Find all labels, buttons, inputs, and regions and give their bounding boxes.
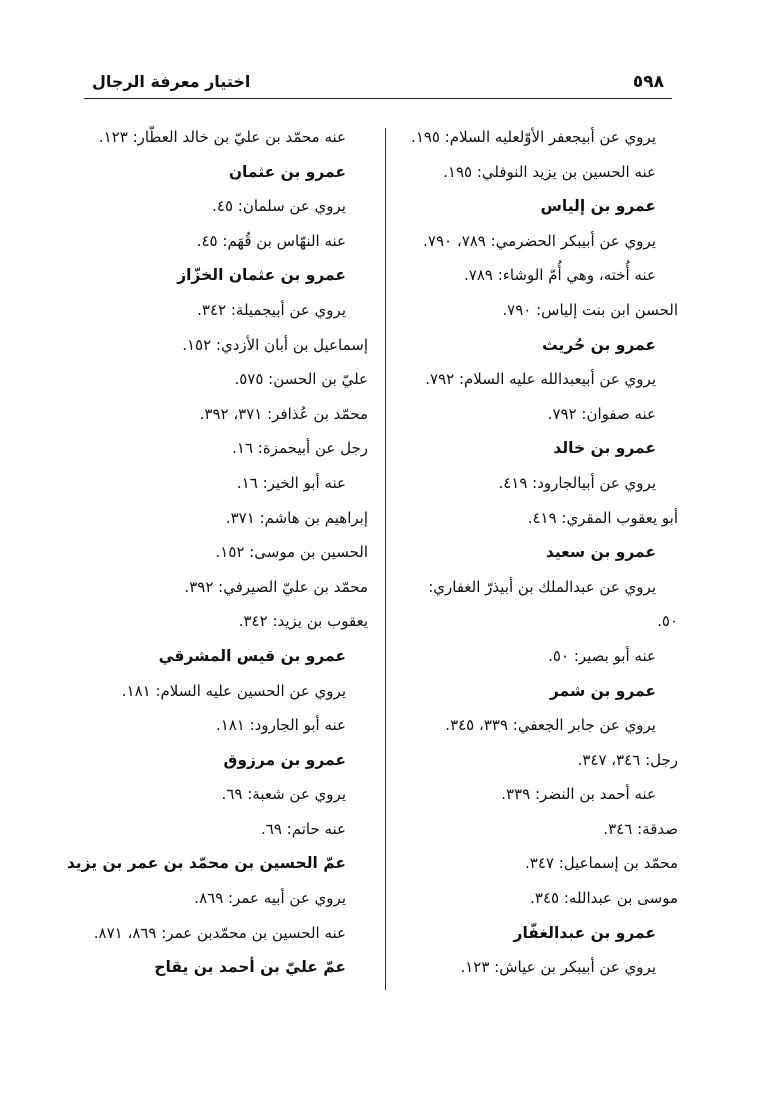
entry-line: رجل: ٣٤٦، ٣٤٧. — [577, 750, 678, 769]
entry-line: محمّد بن إسماعيل: ٣٤٧. — [525, 854, 678, 873]
entry-line: عنه محمّد بن عليّ بن خالد العطّار: ١٢٣. — [98, 128, 346, 146]
right-column — [398, 120, 678, 985]
page-number: ٥٩٨ — [632, 72, 664, 92]
entry-line: محمّد بن عُذافر: ٣٧١، ٣٩٢. — [199, 404, 368, 423]
entry-line: عنه أبو الخير: ١٦. — [236, 473, 346, 492]
entry-heading: عمرو بن حُريث — [542, 335, 656, 354]
entry-line: يروي عن أبيجعفر الأوّلعليه السلام: ١٩٥. — [411, 128, 656, 146]
entry-line: صدقة: ٣٤٦. — [603, 819, 678, 838]
entry-heading: عمرو بن سعيد — [545, 543, 656, 562]
entry-line: ٥٠. — [657, 612, 678, 631]
entry-line: يروي عن سلمان: ٤٥. — [212, 197, 346, 216]
entry-line: محمّد بن عليّ الصيرفي: ٣٩٢. — [184, 577, 368, 596]
entry-line: يروي عن أبيعبدالله عليه السلام: ٧٩٢. — [425, 370, 656, 389]
entry-line: عنه صفوان: ٧٩٢. — [547, 404, 656, 423]
left-column — [66, 120, 368, 985]
entry-line: يعقوب بن يزيد: ٣٤٢. — [238, 612, 368, 631]
entry-line: عنه أبو الجارود: ١٨١. — [215, 716, 346, 735]
running-title: اختيار معرفة الرجال — [92, 72, 251, 91]
column-divider — [385, 128, 386, 990]
entry-line: يروي عن أبيجميلة: ٣٤٢. — [197, 300, 346, 319]
entry-heading: عمرو بن قيس المشرقي — [158, 646, 346, 665]
entry-line: عنه الحسين بن محمّدبن عمر: ٨٦٩، ٨٧١. — [93, 923, 346, 942]
entry-line: يروي عن الحسين عليه السلام: ١٨١. — [121, 681, 346, 700]
entry-heading: عمرو بن مرزوق — [223, 750, 346, 769]
entry-heading: عمّ الحسين بن محمّد بن عمر بن يزيد — [66, 854, 346, 873]
entry-line: أبو يعقوب المقري: ٤١٩. — [527, 508, 678, 527]
entry-heading: عمرو بن إلياس — [540, 197, 656, 216]
entry-line: إسماعيل بن أبان الأزدي: ١٥٢. — [182, 335, 368, 354]
entry-heading: عمرو بن عثمان — [228, 162, 346, 181]
entry-heading: عمرو بن عثمان الخزّاز — [177, 266, 346, 285]
entry-line: عنه حاتم: ٦٩. — [260, 819, 346, 838]
entry-line: يروي عن أبيه عمر: ٨٦٩. — [194, 889, 346, 908]
entry-line: عنه أُخته، وهي أُمّ الوشاء: ٧٨٩. — [463, 266, 656, 285]
entry-line: يروي عن شعبة: ٦٩. — [221, 785, 346, 804]
entry-line: يروي عن عبدالملك بن أبيذرّ الغفاري: — [428, 577, 656, 596]
entry-line: يروي عن أبيالجارود: ٤١٩. — [498, 473, 656, 492]
page-header — [84, 68, 672, 99]
entry-line: عنه النهّاس بن قُهَم: ٤٥. — [196, 231, 346, 250]
entry-line: يروي عن جابر الجعفي: ٣٣٩، ٣٤٥. — [445, 716, 656, 735]
entry-line: عنه الحسين بن يزيد النوفلي: ١٩٥. — [443, 162, 656, 181]
entry-line: الحسين بن موسى: ١٥٢. — [215, 543, 368, 562]
entry-heading: عمرو بن عبدالغفّار — [513, 923, 656, 942]
entry-line: يروي عن أبيبكر الحضرمي: ٧٨٩، ٧٩٠. — [423, 231, 656, 250]
entry-heading: عمّ عليّ بن أحمد بن يقاح — [154, 958, 346, 977]
entry-line: عنه أبو بصير: ٥٠. — [548, 646, 656, 665]
entry-heading: عمرو بن خالد — [553, 439, 656, 458]
entry-line: موسى بن عبدالله: ٣٤٥. — [530, 889, 678, 908]
entry-line: إبراهيم بن هاشم: ٣٧١. — [225, 508, 368, 527]
entry-line: الحسن ابن بنت إلياس: ٧٩٠. — [502, 300, 678, 319]
entry-heading: عمرو بن شمر — [549, 681, 656, 700]
entry-line: يروي عن أبيبكر بن عياش: ١٢٣. — [460, 958, 656, 977]
entry-line: عليّ بن الحسن: ٥٧٥. — [234, 370, 368, 389]
entry-line: رجل عن أبيحمزة: ١٦. — [232, 439, 368, 458]
entry-line: عنه أحمد بن النضر: ٣٣٩. — [501, 785, 656, 804]
